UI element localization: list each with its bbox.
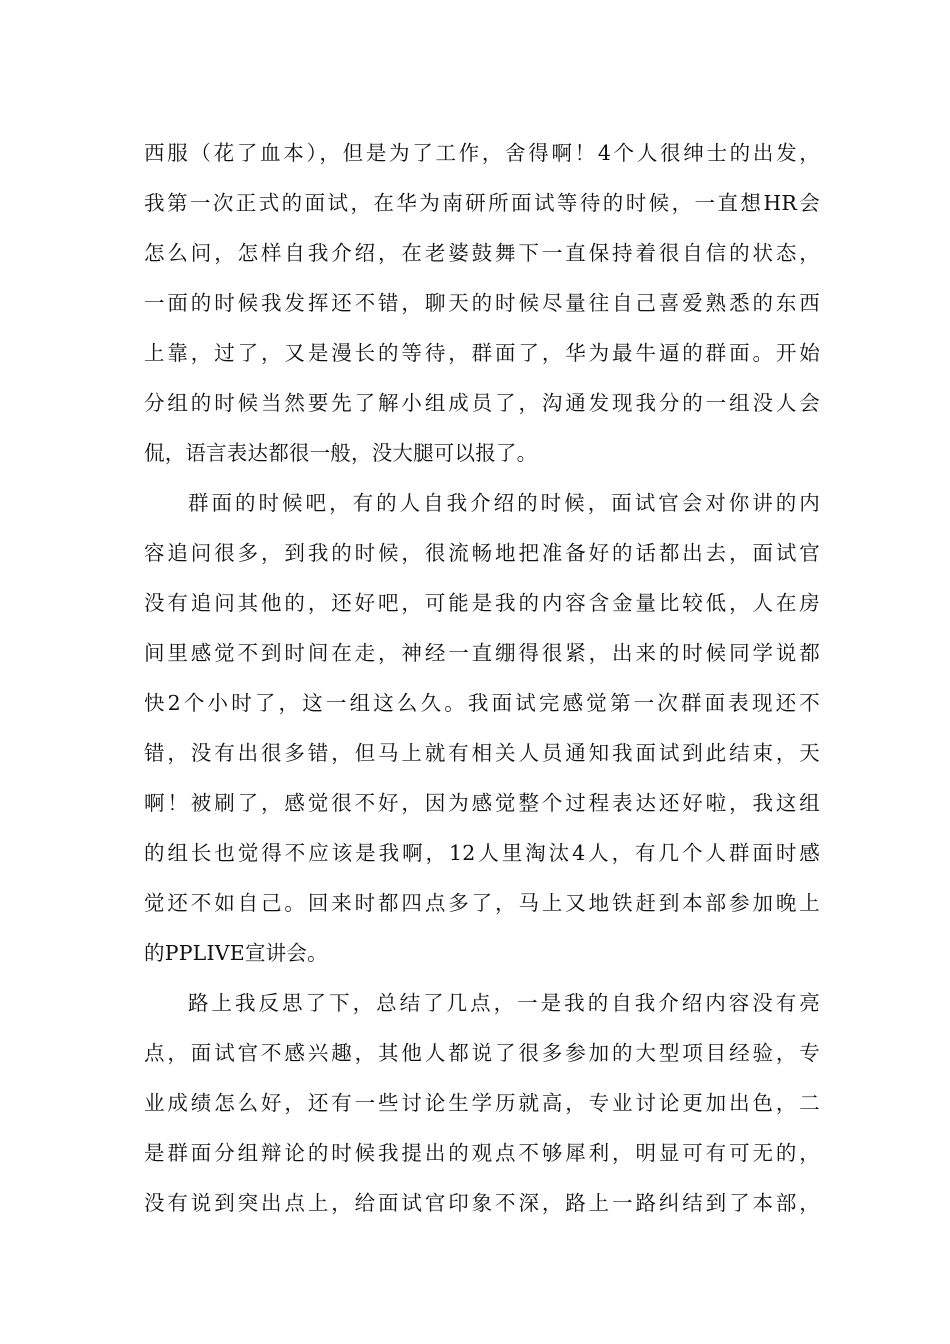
- text-line: 我第一次正式的面试，在华为南研所面试等待的时候，一直想HR会: [144, 191, 820, 215]
- text-line: 西服（花了血本），但是为了工作，舍得啊！4个人很绅士的出发，: [144, 141, 820, 165]
- text-line: 一面的时候我发挥还不错，聊天的时候尽量往自己喜爱熟悉的东西: [144, 291, 820, 315]
- text-line: 的组长也觉得不应该是我啊，12人里淘汰4人，有几个人群面时感: [144, 841, 820, 865]
- text-line: 错，没有出很多错，但马上就有相关人员通知我面试到此结束，天: [144, 741, 820, 765]
- text-line: 上靠，过了，又是漫长的等待，群面了，华为最牛逼的群面。开始: [144, 341, 820, 365]
- document-body: [144, 128, 820, 1228]
- text-line: 是群面分组辩论的时候我提出的观点不够犀利，明显可有可无的，: [144, 1141, 820, 1165]
- text-line: 侃，语言表达都很一般，没大腿可以报了。: [144, 441, 538, 465]
- text-line: 分组的时候当然要先了解小组成员了，沟通发现我分的一组没人会: [144, 391, 820, 415]
- text-line: 容追问很多，到我的时候，很流畅地把准备好的话都出去，面试官: [144, 541, 820, 565]
- text-line: 觉还不如自己。回来时都四点多了，马上又地铁赶到本部参加晚上: [144, 891, 820, 915]
- paragraph-2: [144, 478, 820, 978]
- text-line: 群面的时候吧，有的人自我介绍的时候，面试官会对你讲的内: [188, 491, 820, 515]
- text-line: 快2个小时了，这一组这么久。我面试完感觉第一次群面表现还不: [144, 691, 820, 715]
- text-line: 没有说到突出点上，给面试官印象不深，路上一路纠结到了本部，: [144, 1191, 820, 1215]
- text-line: 的PPLIVE宣讲会。: [144, 941, 328, 965]
- text-line: 间里感觉不到时间在走，神经一直绷得很紧，出来的时候同学说都: [144, 641, 820, 665]
- text-line: 路上我反思了下，总结了几点，一是我的自我介绍内容没有亮: [188, 991, 820, 1015]
- paragraph-3: [144, 978, 820, 1228]
- text-line: 啊！被刷了，感觉很不好，因为感觉整个过程表达还好啦，我这组: [144, 791, 820, 815]
- text-line: 怎么问，怎样自我介绍，在老婆鼓舞下一直保持着很自信的状态，: [144, 241, 820, 265]
- text-line: 业成绩怎么好，还有一些讨论生学历就高，专业讨论更加出色，二: [144, 1091, 820, 1115]
- paragraph-1: [144, 128, 820, 478]
- text-line: 没有追问其他的，还好吧，可能是我的内容含金量比较低，人在房: [144, 591, 820, 615]
- text-line: 点，面试官不感兴趣，其他人都说了很多参加的大型项目经验，专: [144, 1041, 820, 1065]
